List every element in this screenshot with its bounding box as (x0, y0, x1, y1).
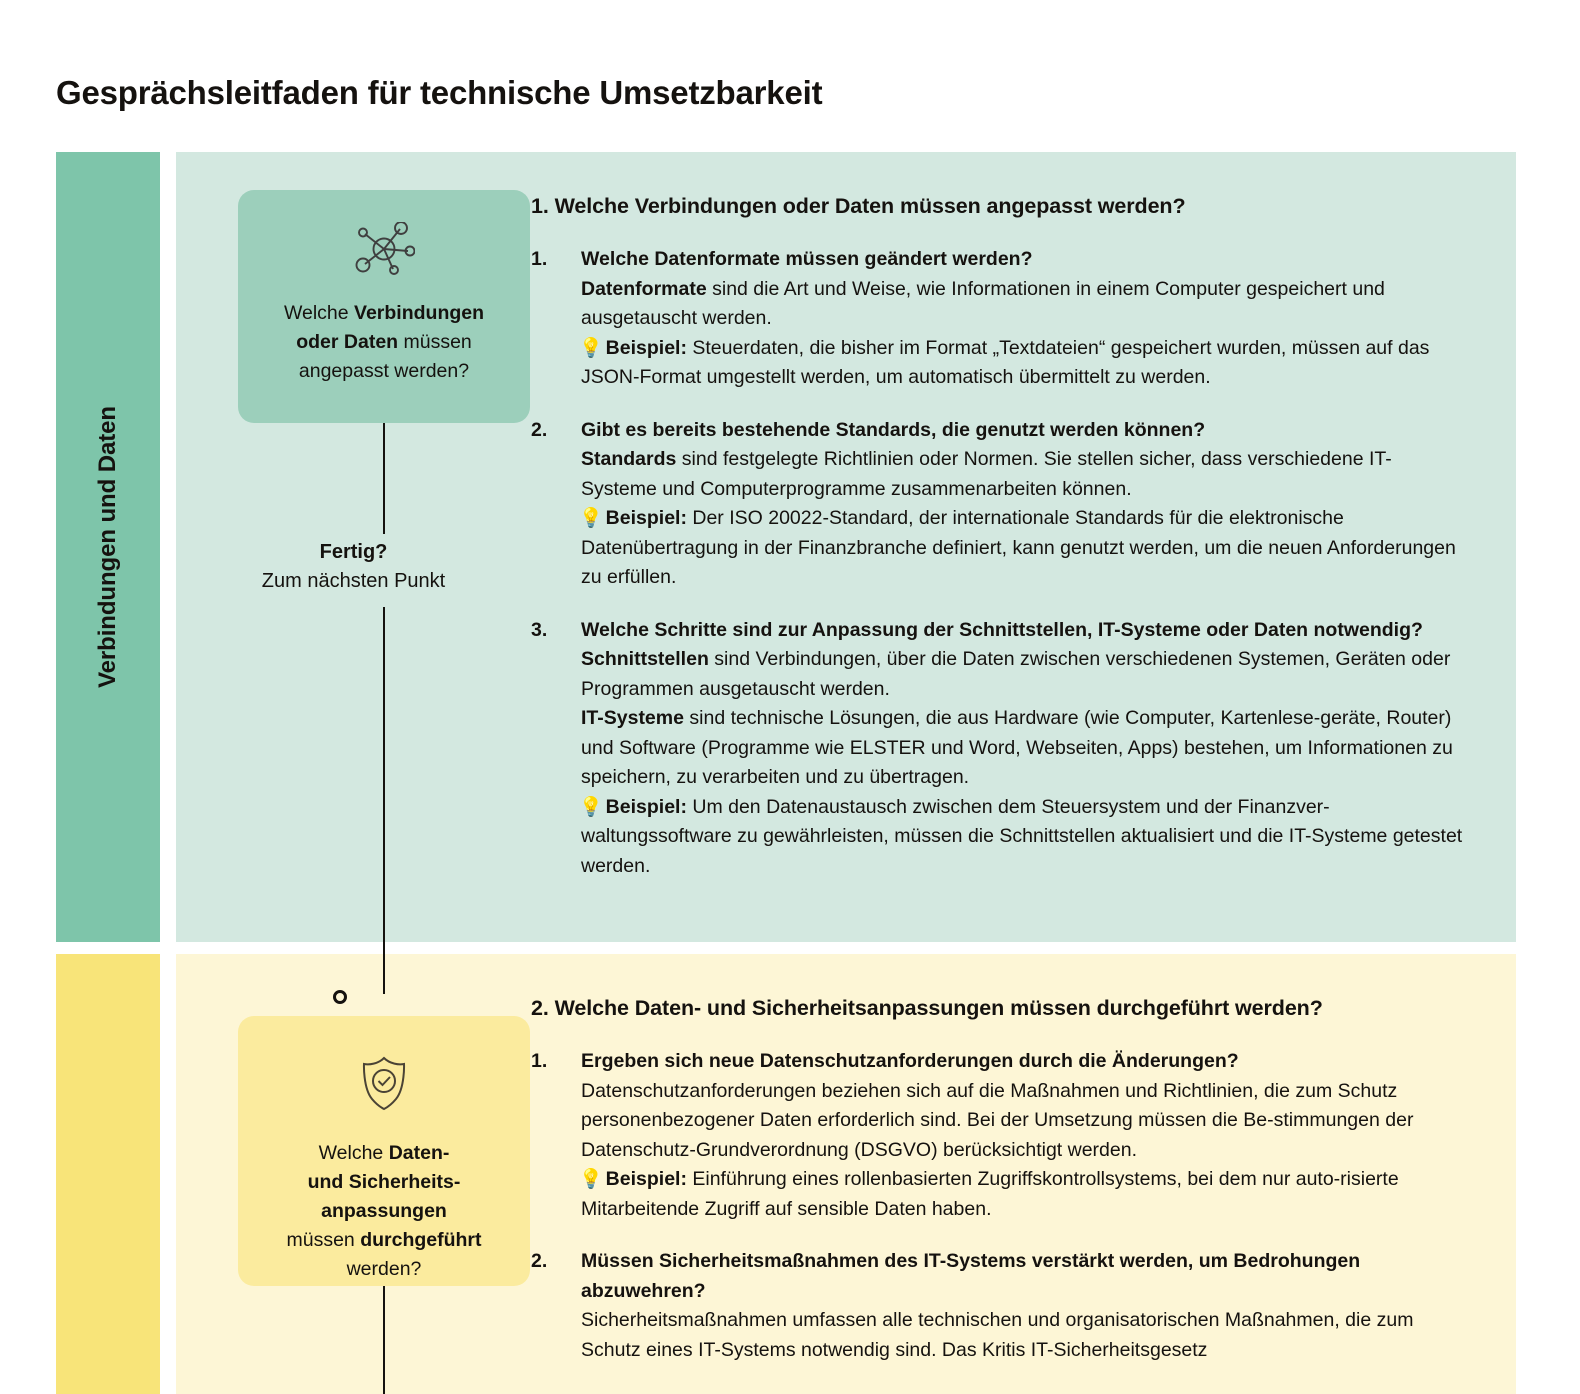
definition-term: Datenformate (581, 277, 707, 300)
definition-paragraph (581, 645, 1464, 704)
example-label: Beispiel: (605, 1168, 687, 1190)
rail-gap (160, 954, 176, 1394)
flow-card-text-verbindungen (260, 299, 508, 386)
section-rail-yellow (56, 954, 160, 1394)
card-line1-bold: Verbindungen (354, 302, 485, 324)
question-item (531, 1047, 1464, 1224)
question-body (581, 616, 1464, 882)
card-line3-bold: anpassungen (321, 1200, 447, 1222)
card-line4-bold: durchgeführt (360, 1229, 482, 1251)
section-verbindungen-und-daten (56, 152, 1516, 942)
question-number: 1. (531, 248, 548, 270)
example-text: Um den Datenaustausch zwischen dem Steuersystem und der Finanzver-waltungssoftware zu gewährleisten, müssen die Schnittstellen aktualisiert und die IT-Systeme getestet werden. (581, 795, 1463, 877)
question-item (531, 1247, 1464, 1365)
example-paragraph (581, 793, 1464, 882)
example-label: Beispiel: (605, 336, 687, 359)
card-line1-pre: Welche (283, 302, 355, 324)
question-body (581, 1047, 1464, 1224)
question-body (581, 1247, 1464, 1365)
card-line2-post: müssen (398, 331, 472, 353)
section-heading-2: 2. Welche Daten- und Sicherheitsanpassungen müssen durchgeführt werden? (531, 996, 1323, 1020)
definition-paragraph-2 (581, 704, 1464, 793)
rail-gap (160, 152, 176, 942)
connector-end-dot (333, 990, 347, 1004)
definition-rest-2: sind technische Lösungen, die aus Hardware (wie Computer, Kartenlese-geräte, Router) und Software (Programme wie ELSTER und Word, Webseiten, Apps) bestehen, um Informationen zu speichern, zu verarbeiten und zu übertragen. (581, 707, 1453, 788)
question-text: Welche Schritte sind zur Anpassung der Schnittstellen, IT-Systeme oder Daten notwendig? (581, 618, 1423, 641)
flow-column-yellow (176, 954, 531, 1394)
definition-paragraph: Sicherheitsmaßnahmen umfassen alle technischen und organisatorischen Maßnahmen, die zum Schutz eines IT-Systems notwendig sind. Das Kritis IT-Sicherheitsgesetz (581, 1309, 1414, 1361)
panel-yellow (176, 954, 1516, 1394)
flow-card-verbindungen[interactable] (238, 190, 530, 423)
card-line2-bold: oder Daten (296, 331, 399, 353)
section-rail-green (56, 152, 160, 942)
question-text: Welche Datenformate müssen geändert werden? (581, 248, 1033, 270)
question-number: 3. (531, 618, 548, 641)
rail-label-verbindungen-und-daten: Verbindungen und Daten (94, 406, 121, 688)
card-line4-pre: müssen (286, 1229, 361, 1251)
definition-term: Schnittstellen (581, 648, 709, 670)
flow-card-text-sicherheit (260, 1139, 508, 1284)
fertig-subtitle: Zum nächsten Punkt (261, 570, 446, 592)
flow-card-sicherheitsanpassungen[interactable] (238, 1016, 530, 1286)
definition-term-2: IT-Systeme (581, 707, 684, 729)
example-label: Beispiel: (605, 795, 687, 818)
lightbulb-icon: 💡 (579, 1169, 603, 1190)
lightbulb-icon: 💡 (579, 337, 603, 359)
definition-paragraph (581, 275, 1464, 334)
question-text: Gibt es bereits bestehende Standards, die genutzt werden können? (581, 418, 1206, 441)
example-text: Einführung eines rollenbasierten Zugriffskontrollsystems, bei dem nur auto-risierte Mitarbeitende Zugriff auf sensible Daten haben. (581, 1168, 1399, 1220)
panel-green (176, 152, 1516, 942)
question-item (531, 416, 1464, 593)
section-daten-und-sicherheitsanpassungen (56, 954, 1516, 1394)
shield-check-icon (260, 1054, 508, 1119)
card-line1-bold: Daten- (388, 1142, 450, 1164)
definition-rest: sind Verbindungen, über die Daten zwischen verschiedenen Systemen, Geräten oder Programmen ausgetauscht werden. (581, 648, 1451, 700)
example-text: Steuerdaten, die bisher im Format „Textdateien“ gespeichert wurden, müssen auf das JSON-Format umgestellt werden, um automatisch übermittelt zu werden. (581, 336, 1430, 388)
question-number: 1. (531, 1050, 548, 1072)
definition-paragraph (581, 445, 1464, 504)
example-paragraph (581, 504, 1464, 593)
example-text: Der ISO 20022-Standard, der internationale Standards für die elektronische Datenübertragung in der Finanzbranche definiert, kann genutzt werden, um die neuen Anforderungen zu erfüllen. (581, 507, 1456, 588)
network-hub-icon (260, 222, 508, 281)
page-title: Gesprächsleitfaden für technische Umsetzbarkeit (56, 74, 823, 111)
connector-line-yellow-bottom (383, 1286, 385, 1394)
question-body (581, 416, 1464, 593)
definition-paragraph: Datenschutzanforderungen beziehen sich auf die Maßnahmen und Richtlinien, die zum Schutz personenbezogener Daten erforderlich sind. Bei der Umsetzung müssen die Be-stimmungen der Datenschutz-Grundverordnung (DSGVO) berücksichtigt werden. (581, 1079, 1414, 1161)
flow-column-green (176, 152, 531, 942)
content-column-yellow (531, 954, 1516, 1394)
question-text: Ergeben sich neue Datenschutzanforderungen durch die Änderungen? (581, 1050, 1239, 1072)
lightbulb-icon: 💡 (579, 796, 603, 818)
card-line1-pre: Welche (318, 1142, 389, 1164)
connector-status-fertig (176, 534, 531, 602)
card-line2-bold: und Sicherheits- (307, 1171, 461, 1193)
card-line5: werden? (346, 1258, 422, 1280)
question-item (531, 245, 1464, 393)
section-heading-1: 1. Welche Verbindungen oder Daten müssen angepasst werden? (531, 194, 1186, 218)
example-paragraph (581, 1165, 1464, 1224)
question-body (581, 245, 1464, 393)
definition-rest: sind festgelegte Richtlinien oder Normen. Sie stellen sicher, dass verschiedene IT-Systeme und Computerprogramme zusammenarbeiten können. (581, 448, 1392, 500)
question-text: Müssen Sicherheitsmaßnahmen des IT-Systems verstärkt werden, um Bedrohungen abzuwehren? (581, 1250, 1361, 1302)
question-number: 2. (531, 418, 548, 441)
definition-rest: sind die Art und Weise, wie Informationen in einem Computer gespeichert und ausgetauscht werden. (581, 277, 1385, 329)
question-item (531, 616, 1464, 882)
example-label: Beispiel: (605, 507, 687, 529)
connector-line-bottom (383, 607, 385, 994)
connector-line-top (383, 416, 385, 536)
lightbulb-icon: 💡 (579, 508, 603, 529)
fertig-title: Fertig? (319, 541, 388, 563)
card-line3: angepasst werden? (298, 360, 470, 382)
definition-term: Standards (581, 448, 677, 470)
question-number: 2. (531, 1250, 548, 1272)
example-paragraph (581, 334, 1464, 393)
content-column-green (531, 152, 1516, 942)
